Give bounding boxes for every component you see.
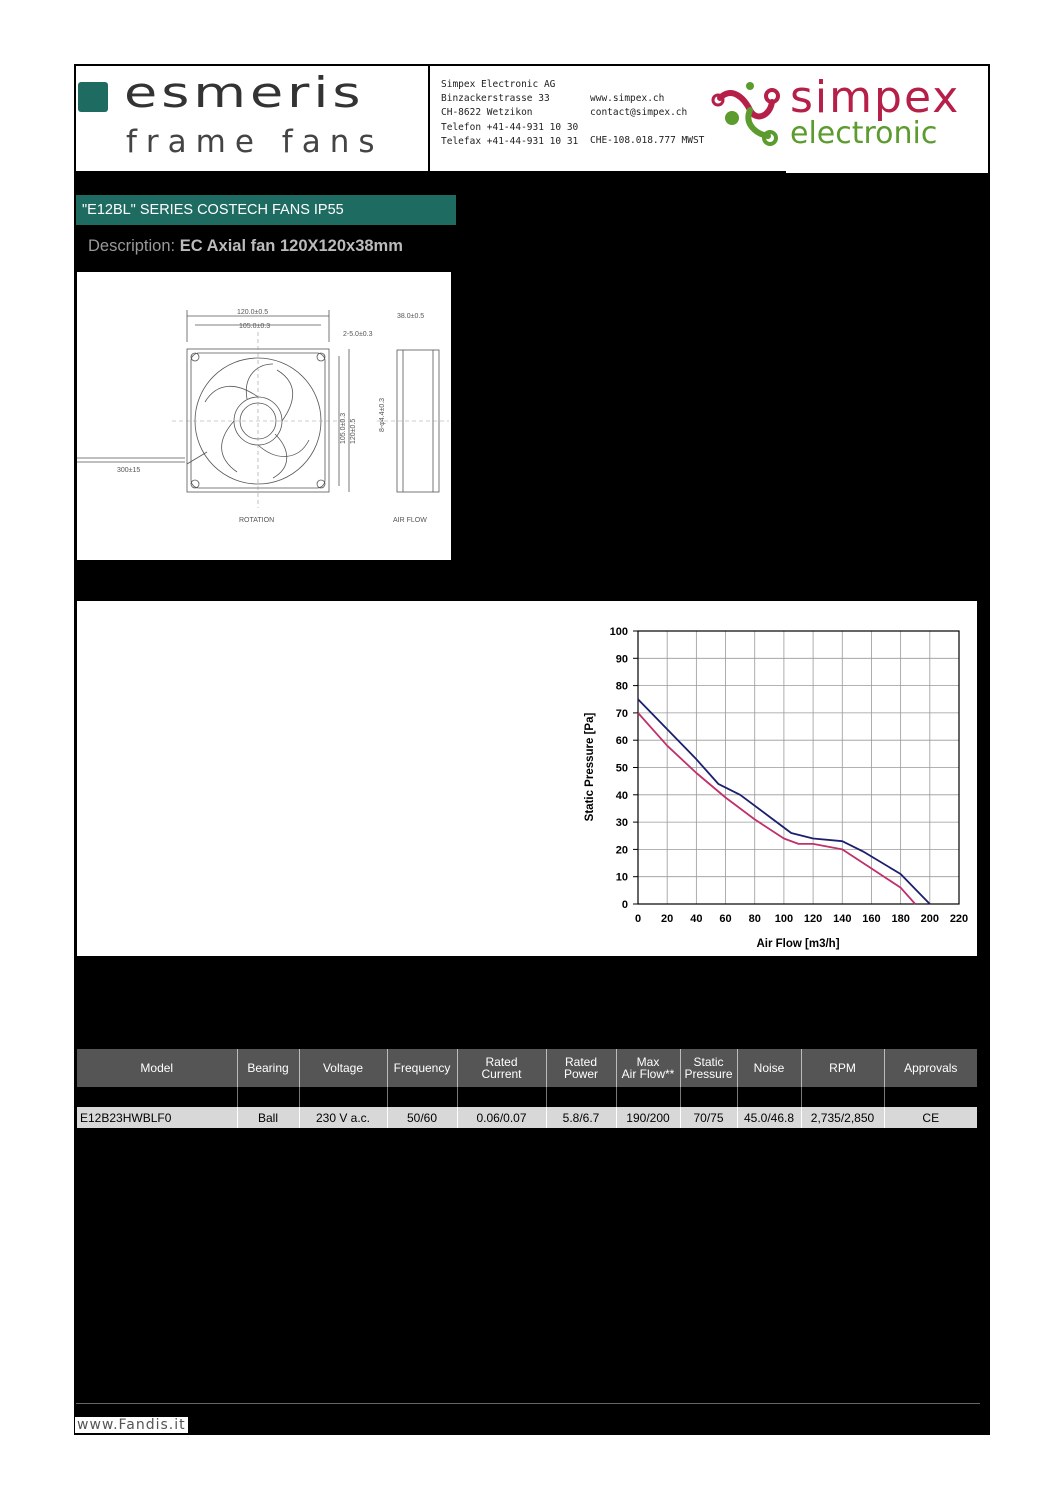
spacer-cell: [546, 1087, 616, 1107]
x-tick-label: 80: [748, 913, 761, 925]
column-header: Voltage: [299, 1049, 387, 1087]
table-row: [77, 1107, 977, 1128]
x-tick-label: 40: [690, 913, 703, 925]
fan-drawing-svg: [77, 272, 451, 560]
website-link[interactable]: www.simpex.ch: [590, 93, 665, 104]
column-header: Noise: [737, 1049, 801, 1087]
spec-table: [77, 1049, 977, 1128]
spacer-cell: [457, 1087, 546, 1107]
column-header: Rated Current: [457, 1049, 546, 1087]
address-line: Binzackerstrasse 33: [441, 93, 550, 105]
simpex-molecule-icon: [710, 76, 790, 152]
spacer-cell: [77, 1087, 237, 1107]
dim-v-outer-label: 120±0.5: [350, 418, 357, 444]
spacer-cell: [299, 1087, 387, 1107]
simpex-logo-word: simpex: [790, 72, 961, 123]
rotation-label: ROTATION: [239, 517, 275, 524]
column-header: Frequency: [387, 1049, 457, 1087]
brand-logo-square: [78, 82, 108, 112]
table-cell: Ball: [237, 1107, 299, 1128]
airflow-label: AIR FLOW: [393, 517, 427, 524]
email-link[interactable]: contact@simpex.ch: [590, 107, 688, 119]
dim-inner-label: 105.0±0.3: [239, 323, 271, 330]
simpex-logo-sub: electronic: [790, 116, 938, 151]
y-tick-label: 90: [615, 653, 628, 666]
description: [76, 228, 452, 268]
x-tick-label: 0: [634, 913, 642, 925]
spacer-cell: [737, 1087, 801, 1107]
footer-link[interactable]: www.Fandis.it: [77, 1417, 186, 1433]
column-header: Approvals: [884, 1049, 977, 1087]
table-cell: 50/60: [387, 1107, 457, 1128]
y-tick-label: 80: [615, 680, 628, 693]
y-axis-label: Static Pressure [Pa]: [584, 712, 596, 822]
performance-chart-panel: [77, 601, 977, 956]
table-cell: 2,735/2,850: [801, 1107, 884, 1128]
dim-v-inner-label: 105.0±0.3: [340, 412, 347, 444]
table-spacer-row: [77, 1087, 977, 1107]
brand-name: esmeris: [124, 68, 365, 118]
spacer-cell: [237, 1087, 299, 1107]
column-header: RPM: [801, 1049, 884, 1087]
y-tick-label: 50: [615, 762, 628, 775]
spacer-cell: [387, 1087, 457, 1107]
address-line: Simpex Electronic AG: [441, 79, 556, 90]
x-tick-label: 20: [661, 913, 674, 925]
x-tick-label: 160: [862, 913, 881, 925]
table-cell: CE: [884, 1107, 977, 1128]
x-tick-labels: [635, 913, 968, 925]
column-header: Static Pressure: [680, 1049, 737, 1087]
lead-length-label: 300±15: [117, 467, 141, 474]
company-web: [590, 92, 687, 120]
table-cell: 0.06/0.07: [457, 1107, 546, 1128]
table-cell: 45.0/46.8: [737, 1107, 801, 1128]
x-tick-label: 220: [949, 913, 969, 925]
y-tick-label: 40: [615, 789, 628, 802]
y-tick-label: 60: [615, 735, 628, 748]
x-tick-label: 180: [891, 913, 910, 925]
performance-chart: [77, 601, 977, 956]
brand-tagline: frame fans: [126, 124, 384, 160]
x-axis-label: Air Flow [m3/h]: [756, 938, 840, 950]
x-tick-label: 120: [803, 913, 823, 925]
table-header-row: [77, 1049, 977, 1087]
y-tick-label: 70: [615, 707, 628, 720]
x-tick-label: 60: [719, 913, 732, 925]
y-tick-labels: [610, 626, 628, 911]
y-tick-label: 20: [615, 844, 628, 857]
footer-divider: [76, 1403, 980, 1404]
dim-outer-label: 120.0±0.5: [237, 309, 269, 316]
table-cell: 5.8/6.7: [546, 1107, 616, 1128]
x-tick-label: 200: [920, 913, 939, 925]
spacer-cell: [616, 1087, 680, 1107]
hole-label: 2-5.0±0.3: [343, 331, 373, 338]
table-cell: E12B23HWBLF0: [77, 1107, 237, 1128]
address-line: CH-8622 Wetzikon: [441, 107, 533, 119]
hole-v-label: 8-φ4.4±0.3: [379, 397, 386, 432]
table-cell: 230 V a.c.: [299, 1107, 387, 1128]
y-tick-label: 10: [615, 871, 628, 884]
column-header: Bearing: [237, 1049, 299, 1087]
table-cell: 70/75: [680, 1107, 737, 1128]
spacer-cell: [680, 1087, 737, 1107]
spacer-cell: [884, 1087, 977, 1107]
company-address: [441, 78, 578, 149]
spacer-cell: [801, 1087, 884, 1107]
column-header: Max Air Flow**: [616, 1049, 680, 1087]
y-tick-label: 30: [615, 817, 628, 830]
company-vat: CHE-108.018.777 MWST: [590, 135, 705, 146]
technical-drawing: [77, 272, 451, 560]
table-cell: 190/200: [616, 1107, 680, 1128]
description-value: EC Axial fan 120X120x38mm: [179, 237, 403, 255]
address-line: Telefax +41-44-931 10 31: [441, 135, 579, 147]
series-title: "E12BL" SERIES COSTECH FANS IP55: [76, 195, 456, 225]
y-tick-label: 100: [609, 626, 628, 638]
chart-grid: [633, 631, 959, 904]
y-tick-label: 0: [621, 899, 628, 911]
description-label: Description:: [88, 237, 176, 255]
x-tick-label: 100: [774, 913, 794, 925]
x-tick-label: 140: [833, 913, 852, 925]
column-header: Model: [77, 1049, 237, 1087]
address-line: Telefon +41-44-931 10 30: [441, 121, 579, 133]
dim-depth-label: 38.0±0.5: [397, 313, 425, 320]
column-header: Rated Power: [546, 1049, 616, 1087]
